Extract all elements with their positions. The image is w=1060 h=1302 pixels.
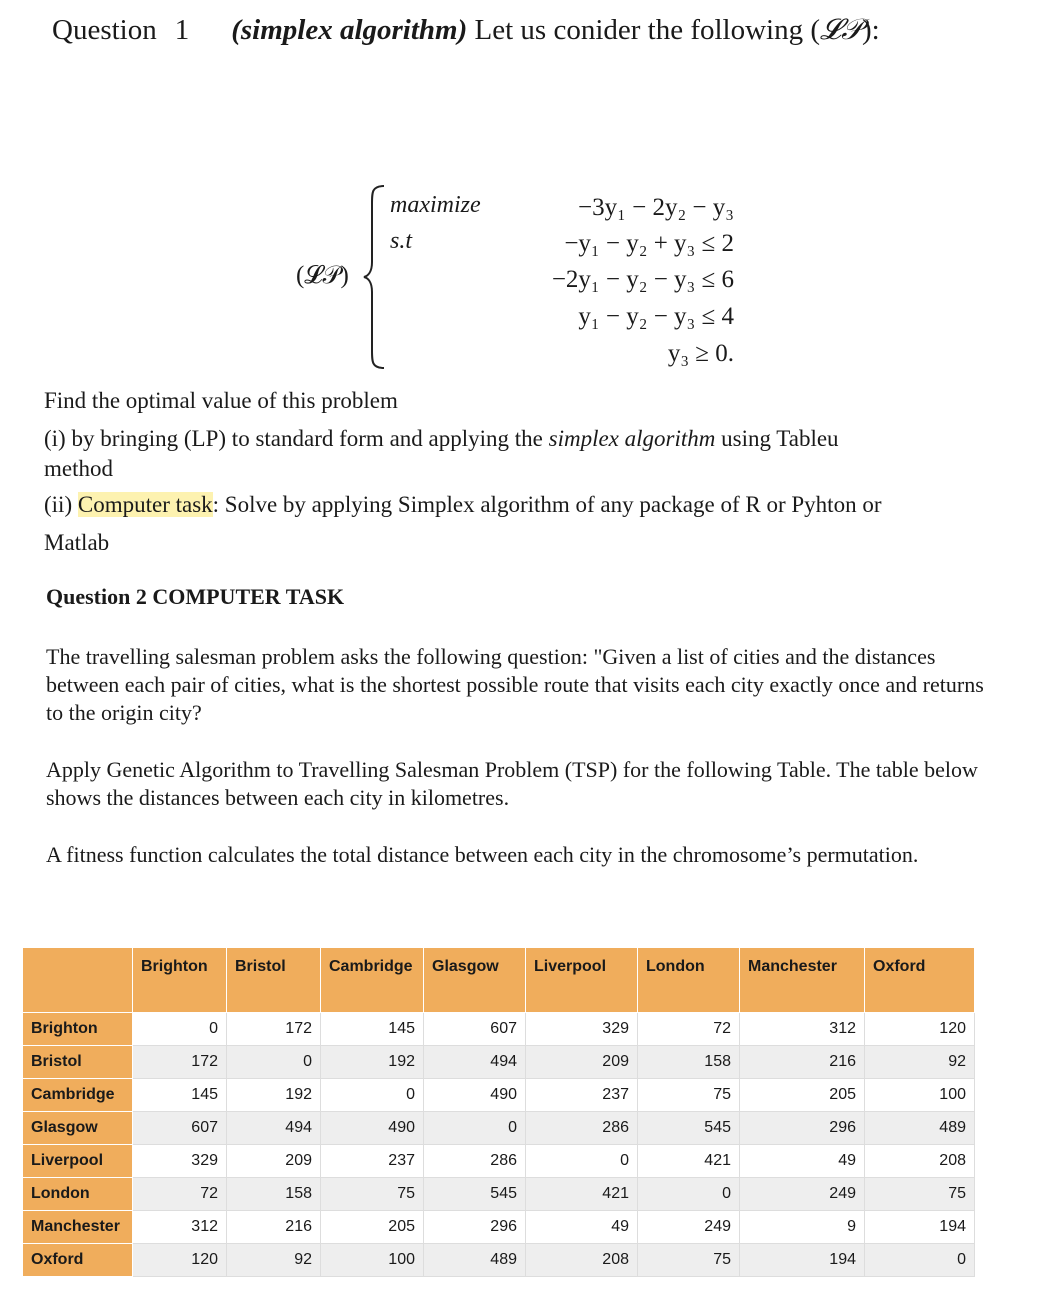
table-cell: 208 [526,1244,638,1277]
find-optimal-text: Find the optimal value of this problem [44,388,398,413]
column-header: London [638,948,740,1013]
table-row [23,1178,975,1211]
table-cell: 172 [133,1046,227,1079]
table-cell: 216 [740,1046,865,1079]
table-cell: 312 [133,1211,227,1244]
row-header: Liverpool [23,1145,133,1178]
column-header: Glasgow [424,948,526,1013]
table-cell: 216 [227,1211,321,1244]
subject-to-label: s.t [390,228,413,254]
table-cell: 158 [227,1178,321,1211]
table-cell: 0 [526,1145,638,1178]
table-cell: 72 [638,1013,740,1046]
table-row [23,1013,975,1046]
question-2-heading: Question 2 COMPUTER TASK [46,584,345,609]
column-header: Brighton [133,948,227,1013]
row-header: Manchester [23,1211,133,1244]
left-brace [362,184,386,370]
row-header: Bristol [23,1046,133,1079]
table-cell: 75 [865,1178,975,1211]
column-header: Liverpool [526,948,638,1013]
fitness-function-text: A fitness function calculates the total distance between each city in the chromosome’s permutation. [46,842,919,867]
table-cell: 0 [133,1013,227,1046]
table-cell: 208 [865,1145,975,1178]
row-header: Glasgow [23,1112,133,1145]
table-cell: 205 [740,1079,865,1112]
table-cell: 490 [321,1112,424,1145]
table-cell: 0 [227,1046,321,1079]
table-cell: 237 [321,1145,424,1178]
table-cell: 209 [526,1046,638,1079]
part-ii-text: (ii) Computer task: Solve by applying Simplex algorithm of any package of R or Pyhton or [44,492,882,517]
table-cell: 205 [321,1211,424,1244]
table-cell: 194 [865,1211,975,1244]
table-cell: 49 [740,1145,865,1178]
constraint-4: y₃ ≥ 0. [667,340,734,367]
ga-instructions: Apply Genetic Algorithm to Travelling Salesman Problem (TSP) for the following Table. The table below shows the distances between each city in kilometres. [46,757,978,810]
table-cell: 120 [133,1244,227,1277]
table-cell: 0 [321,1079,424,1112]
table-row [23,1046,975,1079]
table-cell: 145 [133,1079,227,1112]
table-cell: 72 [133,1178,227,1211]
highlighted-computer-task: Computer task [77,492,213,517]
question-1-heading [52,14,880,47]
table-cell: 249 [740,1178,865,1211]
constraint-3: y₁ − y₂ − y₃ ≤ 4 [578,303,734,330]
maximize-label: maximize [390,192,481,218]
table-cell: 421 [638,1145,740,1178]
table-cell: 607 [424,1013,526,1046]
table-cell: 75 [321,1178,424,1211]
table-cell: 0 [638,1178,740,1211]
part-ii-text-cont: Matlab [44,530,110,555]
table-header-row [23,948,975,1013]
table-row [23,1145,975,1178]
table-cell: 329 [526,1013,638,1046]
table-cell: 92 [227,1244,321,1277]
table-row [23,1112,975,1145]
table-cell: 192 [227,1079,321,1112]
question-label: Question [52,14,157,46]
tsp-description: The travelling salesman problem asks the following question: "Given a list of cities and the distances between each pair of cities, what is the shortest possible route that visits each city exactly once and returns to the origin city? [46,644,984,725]
row-header: Oxford [23,1244,133,1277]
constraint-1: −y₁ − y₂ + y₃ ≤ 2 [564,230,734,257]
table-cell: 421 [526,1178,638,1211]
question-intro-end: ): [862,14,880,46]
table-cell: 296 [740,1112,865,1145]
part-i-text-cont: method [44,456,113,481]
question-intro: Let us conider the following ( [474,14,821,46]
table-cell: 209 [227,1145,321,1178]
table-cell: 329 [133,1145,227,1178]
row-header: Brighton [23,1013,133,1046]
table-cell: 100 [321,1244,424,1277]
row-header: Cambridge [23,1079,133,1112]
table-row [23,1211,975,1244]
table-cell: 494 [227,1112,321,1145]
lp-label: (𝓛𝒫) [296,262,349,289]
table-cell: 192 [321,1046,424,1079]
question-title: (simplex algorithm) [231,14,468,46]
table-row [23,1244,975,1277]
table-cell: 194 [740,1244,865,1277]
table-cell: 9 [740,1211,865,1244]
table-cell: 286 [526,1112,638,1145]
table-cell: 545 [424,1178,526,1211]
table-cell: 296 [424,1211,526,1244]
table-cell: 490 [424,1079,526,1112]
table-cell: 75 [638,1079,740,1112]
table-cell: 312 [740,1013,865,1046]
column-header: Cambridge [321,948,424,1013]
table-cell: 158 [638,1046,740,1079]
constraint-2: −2y₁ − y₂ − y₃ ≤ 6 [551,266,734,293]
table-row [23,1079,975,1112]
table-corner [23,948,133,1013]
table-cell: 0 [424,1112,526,1145]
question-number: 1 [174,14,190,46]
table-cell: 92 [865,1046,975,1079]
table-cell: 75 [638,1244,740,1277]
row-header: London [23,1178,133,1211]
column-header: Manchester [740,948,865,1013]
lp-symbol: 𝓛𝒫 [820,14,863,46]
table-cell: 172 [227,1013,321,1046]
table-cell: 545 [638,1112,740,1145]
column-header: Bristol [227,948,321,1013]
table-cell: 237 [526,1079,638,1112]
table-cell: 0 [865,1244,975,1277]
table-cell: 145 [321,1013,424,1046]
objective-function: −3y₁ − 2y₂ − y₃ [578,194,734,221]
table-cell: 249 [638,1211,740,1244]
part-i-text: (i) by bringing (LP) to standard form and applying the simplex algorithm using Tableu [44,426,839,451]
table-cell: 489 [424,1244,526,1277]
table-cell: 494 [424,1046,526,1079]
table-cell: 286 [424,1145,526,1178]
table-cell: 49 [526,1211,638,1244]
table-cell: 489 [865,1112,975,1145]
table-cell: 100 [865,1079,975,1112]
table-cell: 120 [865,1013,975,1046]
column-header: Oxford [865,948,975,1013]
table-cell: 607 [133,1112,227,1145]
distance-table [22,947,975,1277]
